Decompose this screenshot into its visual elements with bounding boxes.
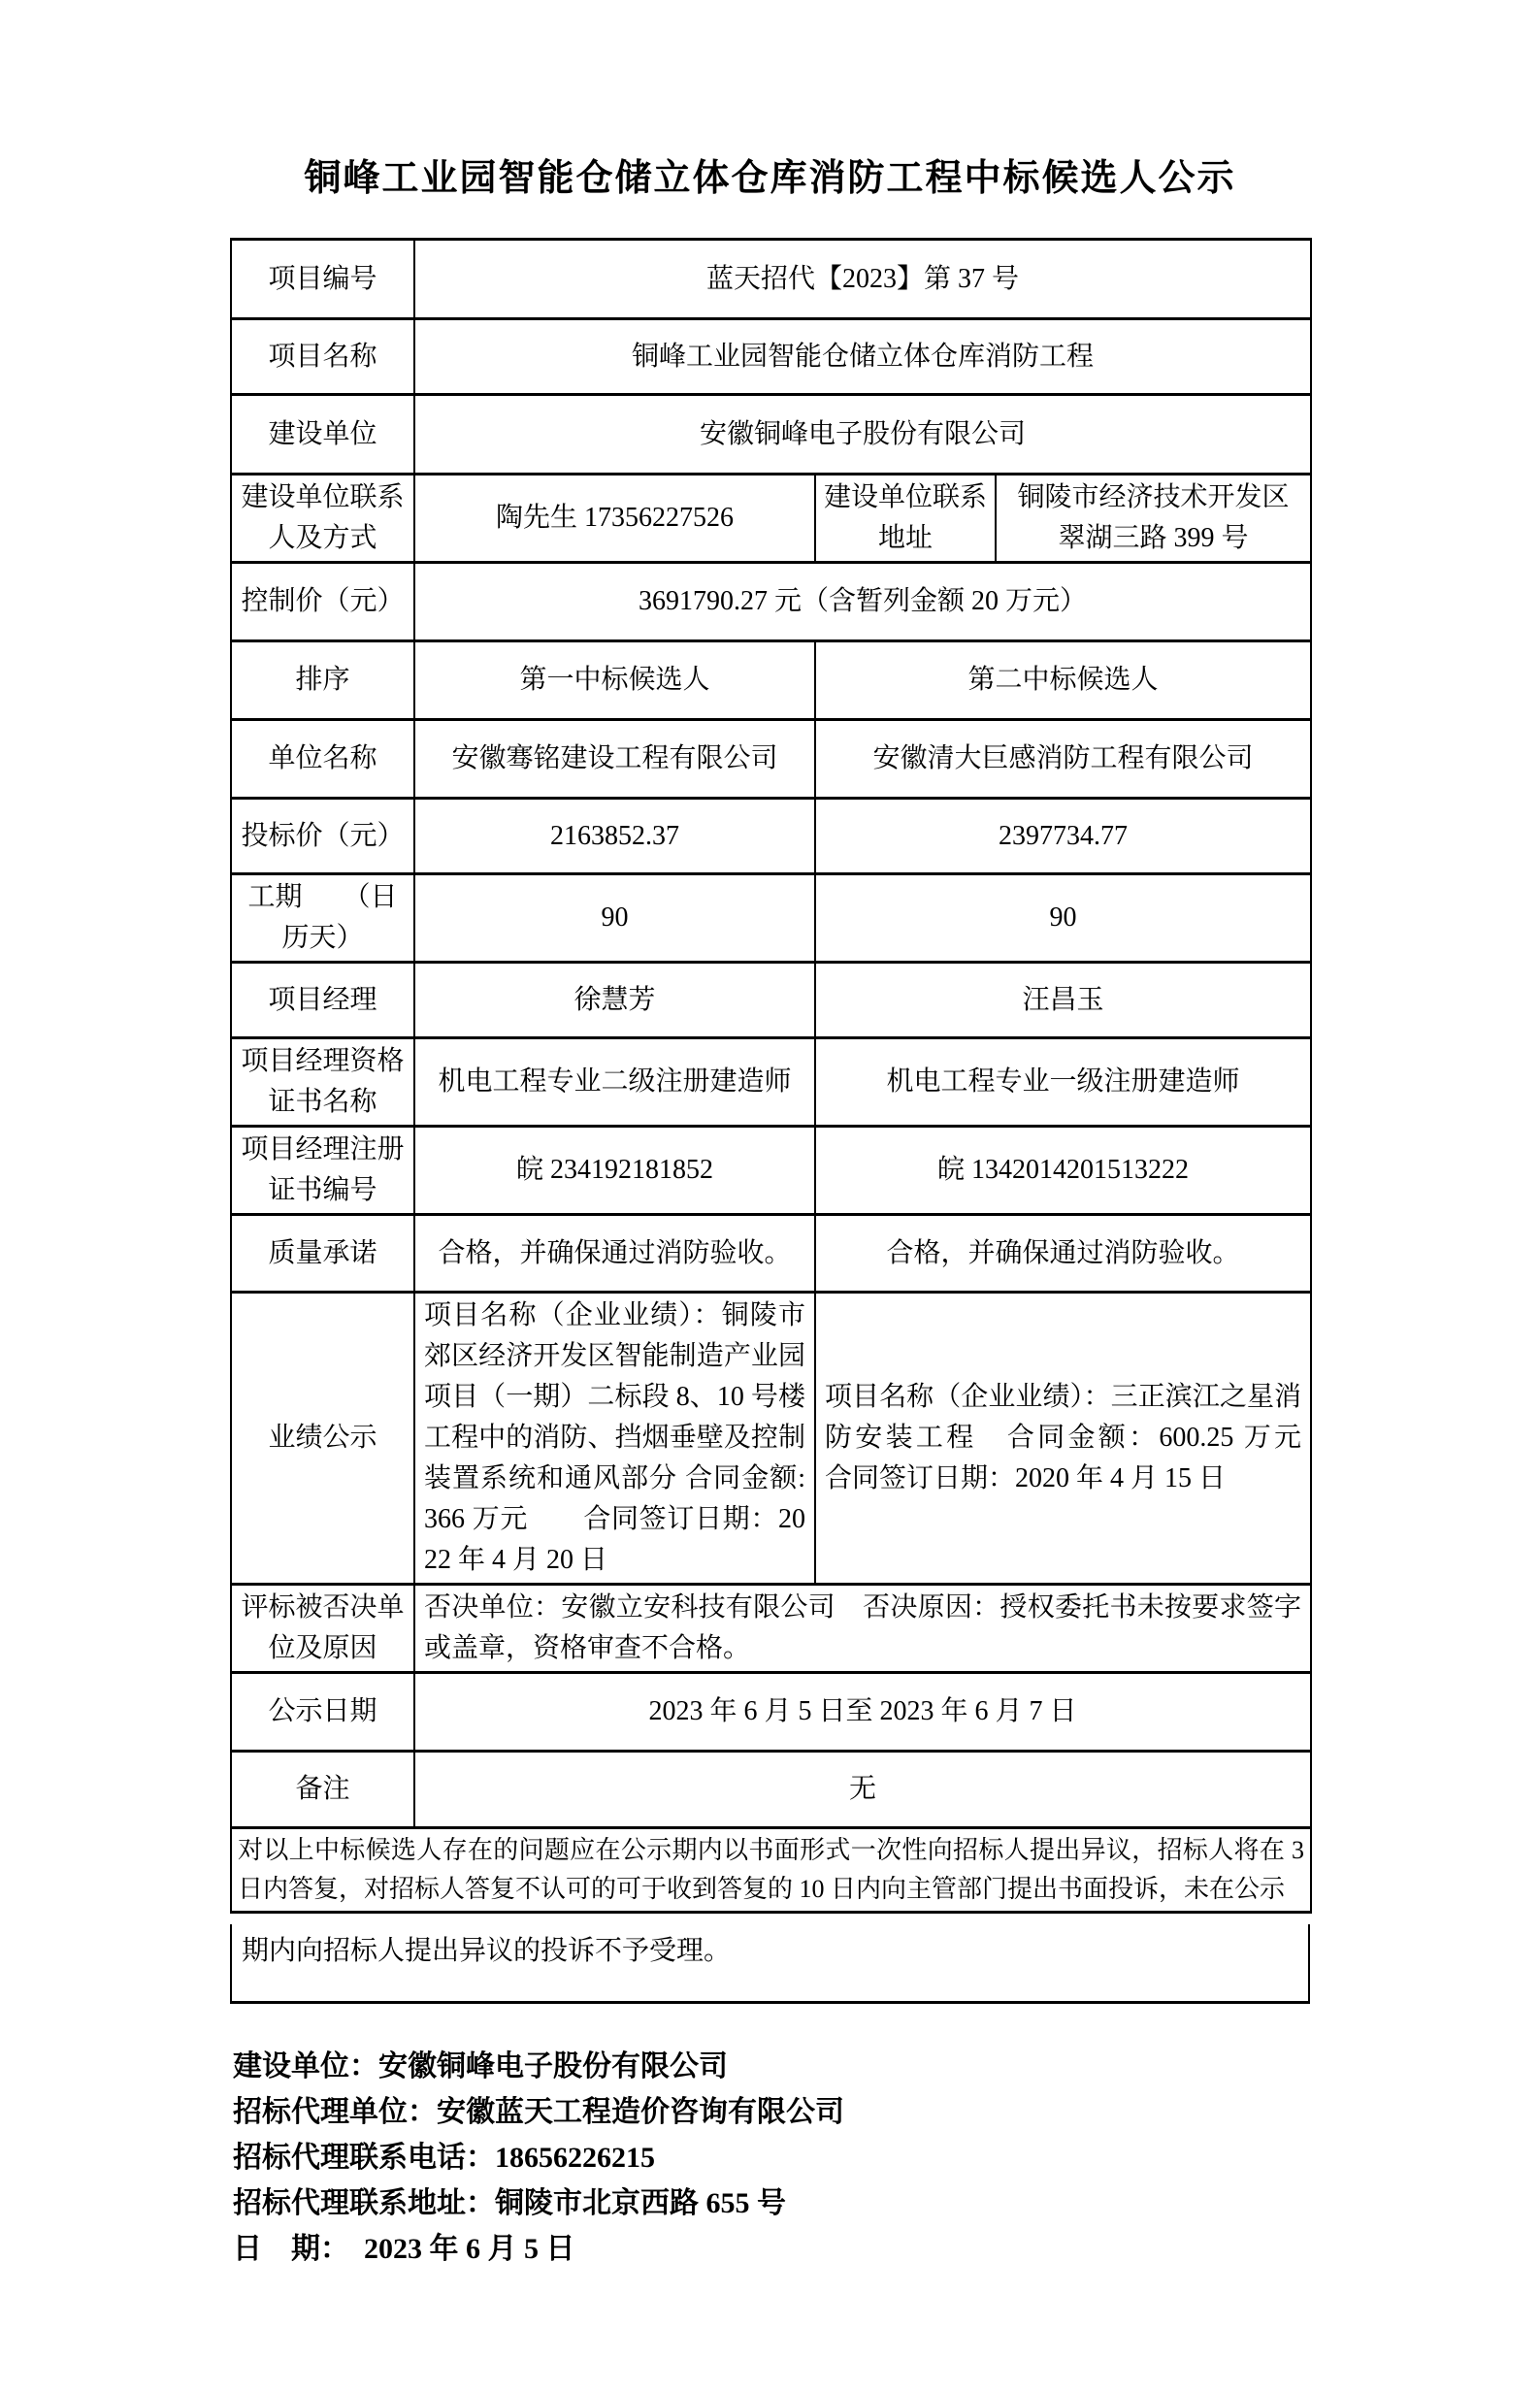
quality-second: 合格，并确保通过消防验收。 [815,1215,1311,1293]
control-price-value: 3691790.27 元（含暂列金额 20 万元） [414,563,1311,641]
pm-cert-second: 机电工程专业一级注册建造师 [815,1038,1311,1127]
pm-first: 徐慧芳 [414,963,815,1038]
table-row [231,641,1311,720]
owner-label: 建设单位 [231,395,414,475]
footer-block [233,2044,844,2272]
table-row [231,1293,1311,1585]
footer-agency-phone: 招标代理联系电话：18656226215 [233,2142,655,2174]
table-row [231,240,1311,319]
rank-second: 第二中标候选人 [815,641,1311,720]
footer-agency: 招标代理单位：安徽蓝天工程造价咨询有限公司 [233,2096,844,2128]
control-price-label: 控制价（元） [231,563,414,641]
publicity-date-label: 公示日期 [231,1673,414,1752]
bid-price-second: 2397734.77 [815,799,1311,874]
owner-value: 安徽铜峰电子股份有限公司 [414,395,1311,475]
project-no-value: 蓝天招代【2023】第 37 号 [414,240,1311,319]
table-row [231,1127,1311,1215]
bid-price-first: 2163852.37 [414,799,815,874]
table-row [231,874,1311,963]
pm-cert-no-label: 项目经理注册证书编号 [231,1127,414,1215]
performance-second: 项目名称（企业业绩）：三正滨江之星消防安装工程 合同金额：600.25 万元 合同签订日期：2020 年 4 月 15 日 [815,1293,1311,1585]
footer-owner: 建设单位：安徽铜峰电子股份有限公司 [233,2050,728,2082]
footer-date: 日 期： 2023 年 6 月 5 日 [233,2233,575,2265]
duration-label: 工期 （日历天） [231,874,414,963]
footer-agency-address: 招标代理联系地址：铜陵市北京西路 655 号 [233,2187,786,2219]
table-row [231,799,1311,874]
pm-cert-no-first: 皖 234192181852 [414,1127,815,1215]
bid-price-label: 投标价（元） [231,799,414,874]
remark-label: 备注 [231,1752,414,1828]
duration-first: 90 [414,874,815,963]
table-row [231,963,1311,1038]
pm-cert-no-second: 皖 1342014201513222 [815,1127,1311,1215]
table-row [231,395,1311,475]
performance-first: 项目名称（企业业绩）：铜陵市郊区经济开发区智能制造产业园项目（一期）二标段 8、10 号楼工程中的消防、挡烟垂壁及控制装置系统和通风部分 合同金额: 366 万元 合同签订日期：2022 年 4 月 20 日 [414,1293,815,1585]
pm-cert-first: 机电工程专业二级注册建造师 [414,1038,815,1127]
company-second: 安徽清大巨感消防工程有限公司 [815,720,1311,799]
company-first: 安徽骞铭建设工程有限公司 [414,720,815,799]
quality-label: 质量承诺 [231,1215,414,1293]
objection-note: 对以上中标候选人存在的问题应在公示期内以书面形式一次性向招标人提出异议，招标人将在 3 日内答复，对招标人答复不认可的可于收到答复的 10 日内向主管部门提出书面投诉，未在公示 [231,1828,1311,1913]
remark-value: 无 [414,1752,1311,1828]
rank-label: 排序 [231,641,414,720]
owner-contact-value: 陶先生 17356227526 [414,475,815,563]
table-row [231,1673,1311,1752]
bid-candidates-table [230,238,1357,1914]
table-row [231,475,1311,563]
rejected-label: 评标被否决单位及原因 [231,1585,414,1673]
publicity-date-value: 2023 年 6 月 5 日至 2023 年 6 月 7 日 [414,1673,1311,1752]
rejected-value: 否决单位：安徽立安科技有限公司 否决原因：授权委托书未按要求签字或盖章，资格审查不合格。 [414,1585,1311,1673]
rank-first: 第一中标候选人 [414,641,815,720]
pm-label: 项目经理 [231,963,414,1038]
project-name-value: 铜峰工业园智能仓储立体仓库消防工程 [414,319,1311,395]
quality-first: 合格，并确保通过消防验收。 [414,1215,815,1293]
table-row [231,1215,1311,1293]
project-name-label: 项目名称 [231,319,414,395]
table-row [231,563,1311,641]
table-row [231,1752,1311,1828]
performance-label: 业绩公示 [231,1293,414,1585]
page-title: 铜峰工业园智能仓储立体仓库消防工程中标候选人公示 [304,158,1236,199]
company-label: 单位名称 [231,720,414,799]
pm-cert-label: 项目经理资格证书名称 [231,1038,414,1127]
table-row [231,1038,1311,1127]
table-row [231,1828,1311,1913]
owner-contact-label: 建设单位联系人及方式 [231,475,414,563]
project-no-label: 项目编号 [231,240,414,319]
objection-note-continued: 期内向招标人提出异议的投诉不予受理。 [230,1924,1310,2004]
duration-second: 90 [815,874,1311,963]
table-row [231,1585,1311,1673]
owner-addr-label: 建设单位联系地址 [815,475,996,563]
owner-addr-value: 铜陵市经济技术开发区翠湖三路 399 号 [996,475,1311,563]
table-row [231,720,1311,799]
pm-second: 汪昌玉 [815,963,1311,1038]
table-row [231,319,1311,395]
